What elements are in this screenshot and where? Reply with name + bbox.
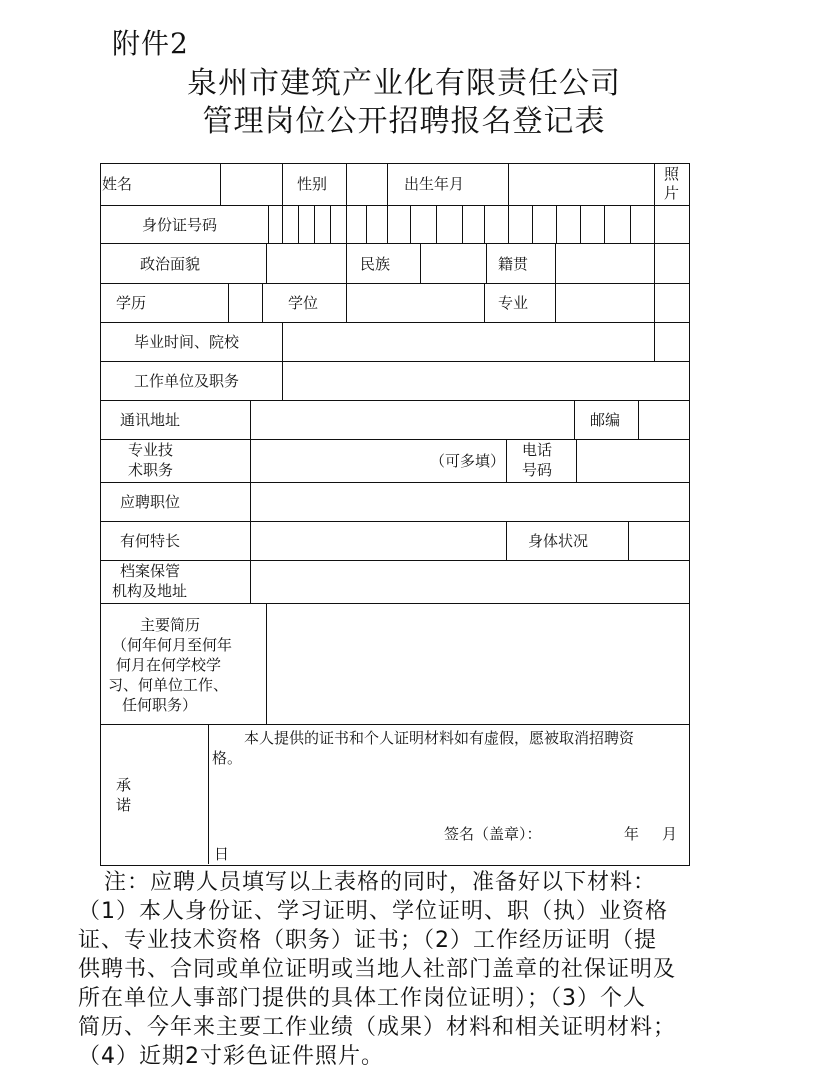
note-line: 证、专业技术资格（职务）证书；（2）工作经历证明（提: [78, 928, 657, 953]
label-resume-5: 任何职务）: [122, 696, 198, 714]
row-divider: [100, 603, 690, 604]
row-divider: [100, 243, 690, 244]
label-ethnicity: 民族: [360, 255, 391, 273]
label-archive-2: 机构及地址: [112, 582, 188, 600]
label-specialty: 有何特长: [120, 532, 181, 550]
id-digit-divider: [508, 205, 509, 243]
col-divider: [346, 283, 347, 322]
label-political-status: 政治面貌: [140, 255, 201, 273]
col-divider: [508, 163, 509, 205]
id-digit-divider: [346, 205, 347, 243]
id-digit-divider: [436, 205, 437, 243]
label-resume-2: （何年何月至何年: [112, 636, 233, 654]
col-divider: [638, 400, 639, 439]
row-divider: [100, 521, 690, 522]
col-divider: [484, 283, 485, 322]
col-divider: [506, 439, 507, 482]
col-divider: [220, 163, 221, 205]
label-archive-1: 档案保管: [120, 562, 181, 580]
col-divider: [346, 163, 347, 205]
col-divider: [555, 283, 556, 322]
col-divider: [266, 243, 267, 283]
note-line: 简历、今年来主要工作业绩（成果）材料和相关证明材料；: [78, 1015, 677, 1040]
label-month: 月: [662, 825, 678, 843]
id-digit-divider: [580, 205, 581, 243]
label-resume-1: 主要简历: [140, 616, 201, 634]
label-day: 日: [214, 845, 230, 863]
id-digit-divider: [410, 205, 411, 243]
label-column-divider: [250, 400, 251, 603]
note-line: 供聘书、合同或单位证明或当地人社部门盖章的社保证明及: [78, 957, 677, 982]
col-divider: [555, 243, 556, 283]
row-divider: [100, 205, 690, 206]
id-digit-divider: [282, 205, 283, 243]
label-photo-1: 照: [664, 165, 680, 183]
label-birth: 出生年月: [404, 175, 465, 193]
id-digit-divider: [298, 205, 299, 243]
col-divider: [506, 521, 507, 560]
label-year: 年: [624, 825, 640, 843]
id-digit-divider: [604, 205, 605, 243]
id-digit-divider: [314, 205, 315, 243]
col-divider: [282, 322, 283, 400]
label-position: 应聘职位: [120, 493, 181, 511]
attachment-label: 附件2: [112, 27, 189, 60]
label-photo-2: 片: [664, 184, 680, 202]
id-digit-divider: [366, 205, 367, 243]
col-divider: [282, 163, 283, 205]
col-divider: [268, 205, 269, 243]
row-divider: [100, 361, 690, 362]
row-divider: [100, 400, 690, 401]
row-divider: [100, 322, 690, 323]
col-divider: [576, 439, 577, 482]
label-phone-2: 号码: [522, 461, 553, 479]
hint-multi-fill: （可多填）: [430, 452, 506, 470]
label-postcode: 邮编: [590, 411, 621, 429]
note-line: 注：应聘人员填写以上表格的同时，准备好以下材料：: [104, 870, 657, 895]
col-divider: [262, 283, 263, 322]
row-divider: [100, 283, 690, 284]
label-signature: 签名（盖章）：: [444, 825, 542, 843]
note-line: （4）近期2寸彩色证件照片。: [78, 1044, 384, 1069]
label-degree: 学位: [288, 294, 319, 312]
label-resume-3: 何月在何学校学: [116, 656, 222, 674]
promise-statement-1: 本人提供的证书和个人证明材料如有虚假，愿被取消招聘资: [244, 729, 635, 747]
id-digit-divider: [484, 205, 485, 243]
label-id-number: 身份证号码: [142, 216, 218, 234]
row-divider: [100, 439, 690, 440]
label-education: 学历: [116, 294, 147, 312]
registration-form-table: [100, 163, 690, 866]
col-divider: [346, 243, 347, 283]
label-address: 通讯地址: [120, 411, 181, 429]
note-line: （1）本人身份证、学习证明、学位证明、职（执）业资格: [78, 899, 668, 924]
col-divider: [387, 163, 388, 205]
col-divider: [208, 724, 209, 864]
row-divider: [100, 560, 690, 561]
form-title-company: 泉州市建筑产业化有限责任公司: [187, 66, 621, 101]
row-divider: [100, 482, 690, 483]
photo-column-divider: [654, 163, 655, 361]
col-divider: [574, 400, 575, 439]
label-professional-title-1: 专业技: [128, 441, 174, 459]
label-resume-4: 习、何单位工作、: [108, 676, 229, 694]
label-graduation: 毕业时间、院校: [134, 333, 240, 351]
col-divider: [228, 283, 229, 322]
label-promise-2: 诺: [116, 796, 132, 814]
col-divider: [266, 603, 267, 724]
label-health: 身体状况: [528, 532, 589, 550]
label-professional-title-2: 术职务: [128, 461, 174, 479]
id-digit-divider: [462, 205, 463, 243]
label-phone-1: 电话: [522, 441, 553, 459]
instructions-note: [78, 868, 746, 1071]
note-line: 所在单位人事部门提供的具体工作岗位证明）；（3）个人: [78, 986, 646, 1011]
id-digit-divider: [556, 205, 557, 243]
form-title-subject: 管理岗位公开招聘报名登记表: [202, 104, 606, 139]
col-divider: [486, 243, 487, 283]
col-divider: [628, 521, 629, 560]
label-work-unit: 工作单位及职务: [134, 372, 240, 390]
label-gender: 性别: [297, 175, 328, 193]
promise-statement-2: 格。: [212, 749, 243, 767]
id-digit-divider: [387, 205, 388, 243]
id-digit-divider: [630, 205, 631, 243]
label-native-place: 籍贯: [498, 255, 529, 273]
label-major: 专业: [498, 294, 529, 312]
label-promise-1: 承: [116, 776, 132, 794]
id-digit-divider: [532, 205, 533, 243]
id-digit-divider: [330, 205, 331, 243]
row-divider: [100, 724, 690, 725]
col-divider: [420, 243, 421, 283]
label-name: 姓名: [102, 175, 133, 193]
